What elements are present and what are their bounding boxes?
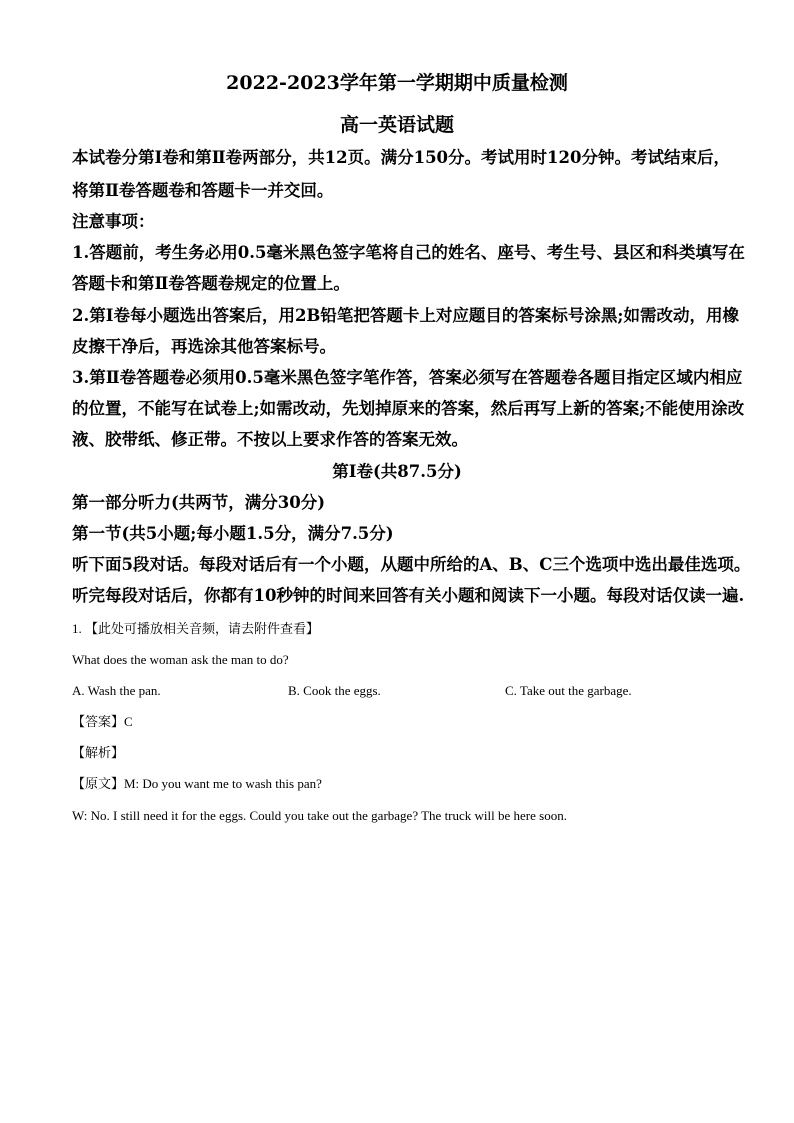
note-2-line-2: 皮擦干净后，再选涂其他答案标号。 bbox=[72, 337, 336, 356]
option-b: B. Cook the eggs. bbox=[288, 683, 381, 698]
exam-title: 2022-2023学年第一学期期中质量检测 bbox=[226, 72, 568, 94]
exam-subtitle: 高一英语试题 bbox=[339, 114, 454, 136]
section-1-heading: 第一节(共5小题;每小题1.5分，满分7.5分) bbox=[72, 524, 394, 543]
note-1-line-1: 1.答题前，考生务必用0.5毫米黑色签字笔将自己的姓名、座号、考生号、县区和科类填写在 bbox=[72, 243, 745, 262]
instructions-line-2: 听完每段对话后，你都有10秒钟的时间来回答有关小题和阅读下一小题。每段对话仅读一遍. bbox=[72, 586, 745, 605]
note-2-line-1: 2.第Ⅰ卷每小题选出答案后，用2B铅笔把答题卡上对应题目的答案标号涂黑;如需改动，用橡 bbox=[72, 306, 739, 325]
note-3-line-1: 3.第Ⅱ卷答题卷必须用0.5毫米黑色签字笔作答，答案必须写在答题卷各题目指定区域内相应 bbox=[72, 368, 743, 387]
instructions-line-1: 听下面5段对话。每段对话后有一个小题，从题中所给的A、B、C三个选项中选出最佳选项。 bbox=[72, 555, 751, 574]
intro-line-2: 将第Ⅱ卷答题卷和答题卡一并交回。 bbox=[72, 181, 334, 200]
note-3-line-2: 的位置，不能写在试卷上;如需改动，先划掉原来的答案，然后再写上新的答案;不能使用涂改 bbox=[72, 399, 745, 418]
option-a: A. Wash the pan. bbox=[72, 683, 161, 698]
note-3-line-3: 液、胶带纸、修正带。不按以上要求作答的答案无效。 bbox=[72, 430, 468, 449]
transcript-line-1: 【原文】M: Do you want me to wash this pan? bbox=[72, 776, 322, 791]
answer-line: 【答案】C bbox=[72, 714, 133, 729]
question-1-number: 1. 【此处可播放相关音频，请去附件查看】 bbox=[72, 621, 320, 636]
transcript-line-2: W: No. I still need it for the eggs. Could you take out the garbage? The truck will be here soon. bbox=[72, 808, 567, 823]
part-1-heading: 第一部分听力(共两节，满分30分) bbox=[72, 493, 326, 512]
note-1-line-2: 答题卡和第Ⅱ卷答题卷规定的位置上。 bbox=[72, 274, 350, 293]
notes-heading: 注意事项： bbox=[72, 212, 155, 231]
option-c: C. Take out the garbage. bbox=[505, 683, 632, 698]
analysis-line: 【解析】 bbox=[72, 745, 125, 760]
volume-heading: 第Ⅰ卷(共87.5分) bbox=[332, 462, 462, 481]
intro-line-1: 本试卷分第Ⅰ卷和第Ⅱ卷两部分，共12页。满分150分。考试用时120分钟。考试结束后， bbox=[72, 148, 730, 167]
question-1-prompt: What does the woman ask the man to do? bbox=[72, 652, 289, 667]
